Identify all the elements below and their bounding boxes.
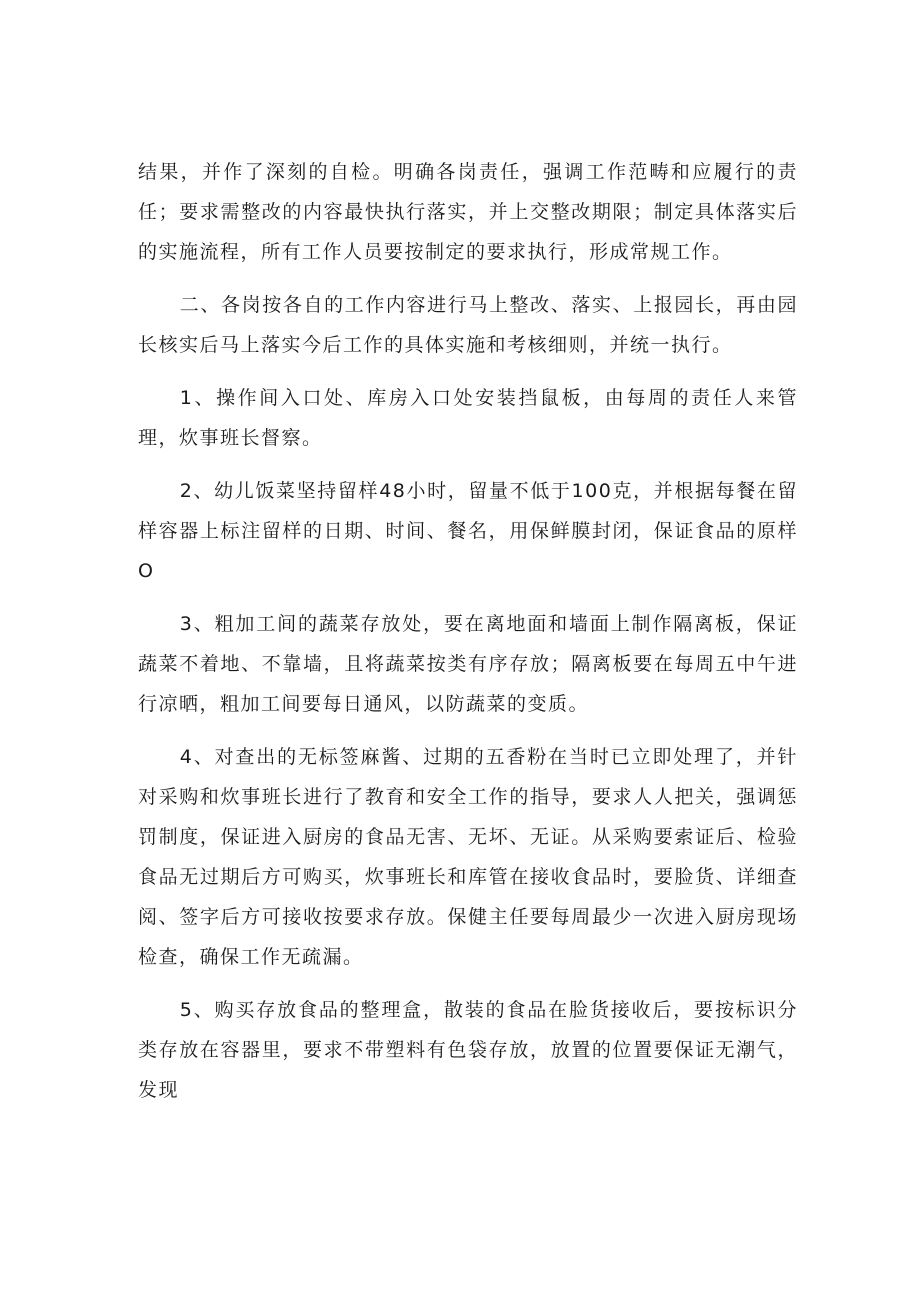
document-body [138, 152, 798, 1123]
paragraph-item-2: 2、幼儿饭菜坚持留样48小时，留量不低于100克，并根据每餐在留样容器上标注留样的日期、时间、餐名，用保鲜膜封闭，保证食品的原样O [138, 480, 798, 582]
paragraph-section-two: 二、各岗按各自的工作内容进行马上整改、落实、上报园长，再由园长核实后马上落实今后工作的具体实施和考核细则，并统一执行。 [138, 294, 798, 356]
paragraph-item-5: 5、购买存放食品的整理盒，散装的食品在脸货接收后，要按标识分类存放在容器里，要求不带塑料有色袋存放，放置的位置要保证无潮气，发现 [138, 999, 798, 1101]
paragraph-item-4: 4、对查出的无标签麻酱、过期的五香粉在当时已立即处理了，并针对采购和炊事班长进行了教育和安全工作的指导，要求人人把关，强调惩罚制度，保证进入厨房的食品无害、无坏、无证。从采购要索证后、检验食品无过期后方可购买，炊事班长和库管在接收食品时，要脸货、详细查阅、签字后方可接收按要求存放。保健主任要每周最少一次进入厨房现场检查，确保工作无疏漏。 [138, 746, 798, 968]
paragraph-item-3: 3、粗加工间的蔬菜存放处，要在离地面和墙面上制作隔离板，保证蔬菜不着地、不靠墙，且将蔬菜按类有序存放；隔离板要在每周五中午进行凉晒，粗加工间要每日通风，以防蔬菜的变质。 [138, 613, 798, 715]
paragraph-item-1: 1、操作间入口处、库房入口处安装挡鼠板，由每周的责任人来管理，炊事班长督察。 [138, 387, 798, 449]
paragraph-continuation: 结果，并作了深刻的自检。明确各岗责任，强调工作范畴和应履行的责任；要求需整改的内容最快执行落实，并上交整改期限；制定具体落实后的实施流程，所有工作人员要按制定的要求执行，形成常规工作。 [138, 161, 798, 263]
